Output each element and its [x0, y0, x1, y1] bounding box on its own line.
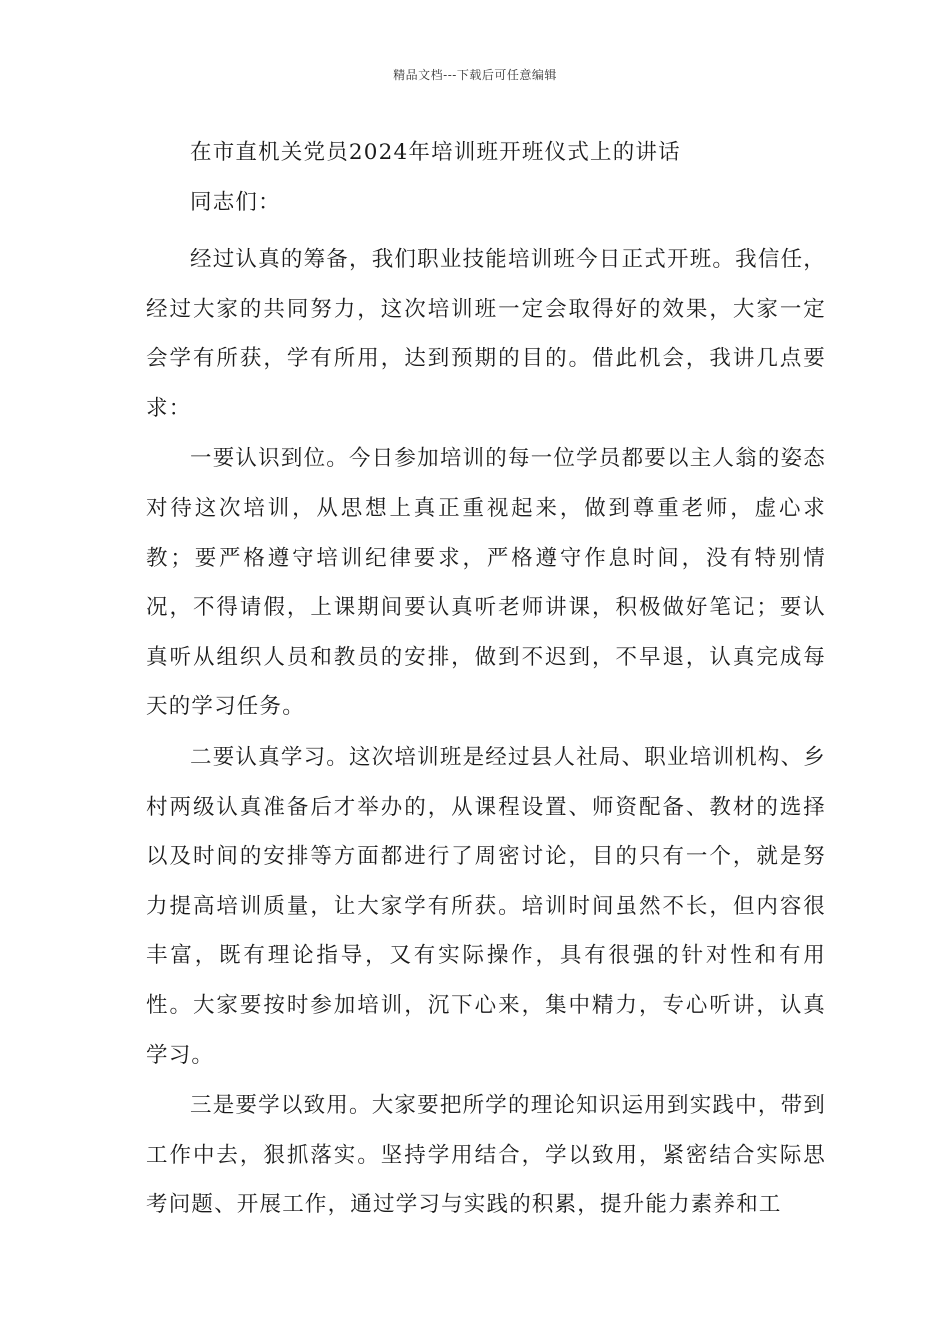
- paragraph-point-three: 三是要学以致用。大家要把所学的理论知识运用到实践中，带到工作中去，狠抓落实。坚持学用结合，学以致用，紧密结合实际思考问题、开展工作，通过学习与实践的积累，提升能力素养和工: [146, 1093, 826, 1218]
- salutation: 同志们：: [190, 190, 281, 215]
- paragraph-point-two: 二要认真学习。这次培训班是经过县人社局、职业培训机构、乡村两级认真准备后才举办的，从课程设置、师资配备、教材的选择以及时间的安排等方面都进行了周密讨论，目的只有一个，就是努力提高培训质量，让大家学有所获。培训时间虽然不长，但内容很丰富，既有理论指导，又有实际操作，具有很强的针对性和有用性。大家要按时参加培训，沉下心来，集中精力，专心听讲，认真学习。: [146, 744, 826, 1068]
- document-body: [146, 133, 826, 1231]
- paragraph-point-one: 一要认识到位。今日参加培训的每一位学员都要以主人翁的姿态对待这次培训，从思想上真正重视起来，做到尊重老师，虚心求教；要严格遵守培训纪律要求，严格遵守作息时间，没有特别情况，不得请假，上课期间要认真听老师讲课，积极做好笔记；要认真听从组织人员和教员的安排，做到不迟到，不早退，认真完成每天的学习任务。: [146, 446, 826, 720]
- paragraph-intro: 经过认真的筹备，我们职业技能培训班今日正式开班。我信任，经过大家的共同努力，这次培训班一定会取得好的效果，大家一定会学有所获，学有所用，达到预期的目的。借此机会，我讲几点要求：: [146, 247, 826, 421]
- page-header: 精品文档---下载后可任意编辑: [393, 68, 557, 82]
- document-title: 在市直机关党员2024年培训班开班仪式上的讲话: [190, 140, 681, 165]
